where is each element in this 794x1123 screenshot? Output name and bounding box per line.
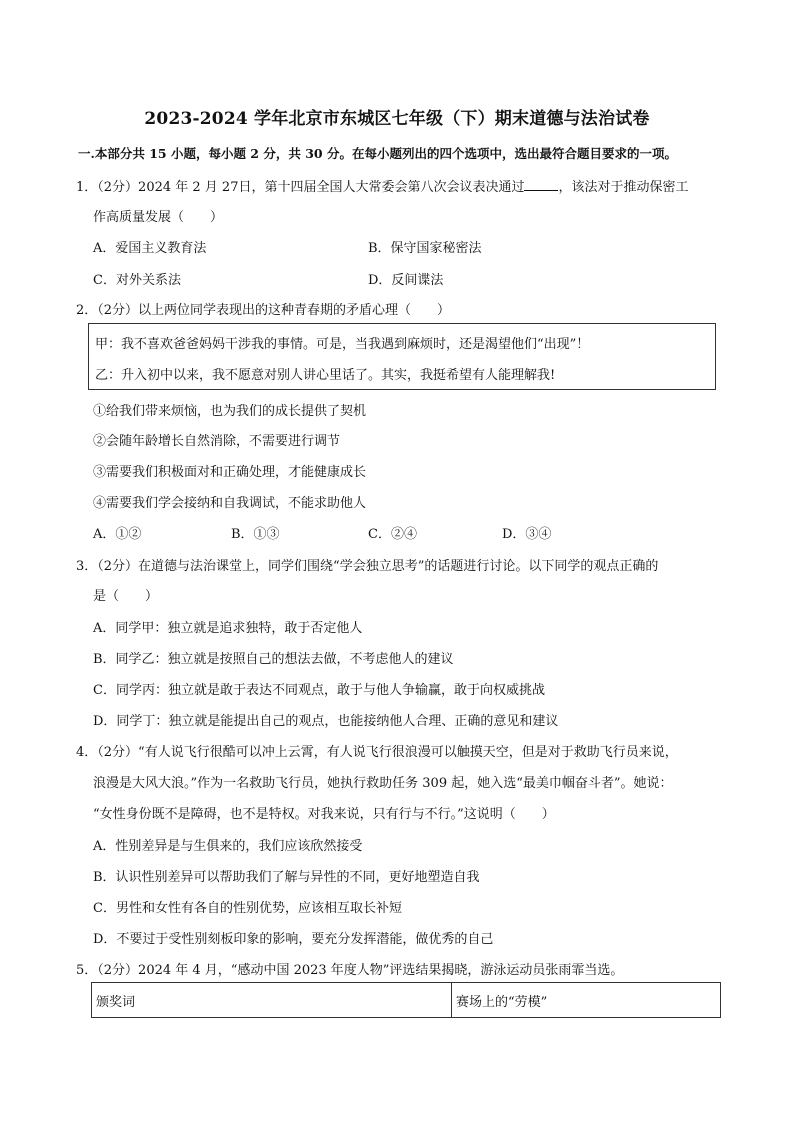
table-row	[92, 983, 721, 1018]
q5-table-header-model-worker: 赛场上的“劳模”	[452, 983, 721, 1018]
q1-option-b: B．保守国家秘密法	[368, 241, 482, 256]
q2-item-1: ①给我们带来烦恼，也为我们的成长提供了契机	[93, 404, 367, 419]
q1-stem-line1	[76, 176, 688, 195]
q3-option-d: D．同学丁：独立就是能提出自己的观点，也能接纳他人合理、正确的意见和建议	[93, 714, 559, 729]
q5-table	[91, 982, 721, 1018]
q2-option-b: B．①③	[231, 527, 280, 542]
q2-stem: 2．（2分）以上两位同学表现出的这种青春期的矛盾心理（ ）	[76, 303, 451, 318]
q3-option-a: A．同学甲：独立就是追求独特，敢于否定他人	[93, 621, 363, 636]
q4-stem-line1: 4．（2分）“有人说飞行很酷可以冲上云霄，有人说飞行很浪漫可以触摸天空，但是对于救助飞行员来说，	[76, 745, 678, 760]
q1-stem-line2: 作高质量发展（ ）	[93, 210, 224, 225]
q2-dialogue-jia: 甲：我不喜欢爸爸妈妈干涉我的事情。可是，当我遇到麻烦时，还是渴望他们“出现”！	[95, 337, 590, 352]
q1-option-d: D．反间谍法	[368, 273, 444, 288]
q2-option-a: A．①②	[93, 527, 142, 542]
q1-answer-blank	[524, 178, 558, 191]
q3-option-b: B．同学乙：独立就是按照自己的想法去做，不考虑他人的建议	[93, 652, 454, 667]
q2-item-2: ②会随年龄增长自然消除，不需要进行调节	[93, 434, 341, 449]
q1-stem-text-cont: ，该法对于推动保密工	[558, 180, 689, 195]
section-header: 一.本部分共 15 小题，每小题 2 分，共 30 分。在每小题列出的四个选项中，选出最符合题目要求的一项。	[78, 146, 677, 161]
q1-stem-text: 1．（2分）2024 年 2 月 27日，第十四届全国人大常委会第八次会议表决通过	[76, 180, 525, 195]
q4-stem-line3: “女性身份既不是障碍，也不是特权。对我来说，只有行与不行。”这说明（ ）	[93, 807, 555, 822]
q4-option-c: C．男性和女性有各自的性别优势，应该相互取长补短	[93, 901, 402, 916]
q2-option-d: D．③④	[502, 527, 552, 542]
q3-option-c: C．同学丙：独立就是敢于表达不同观点，敢于与他人争输赢，敢于向权威挑战	[93, 683, 545, 698]
q4-option-d: D．不要过于受性别刻板印象的影响，要充分发挥潜能，做优秀的自己	[93, 932, 494, 947]
q4-stem-line2: 浪漫是大风大浪。”作为一名救助飞行员，她执行救助任务 309 起，她入选“最美巾帼奋斗者”。她说：	[93, 776, 673, 791]
q5-stem: 5．（2分）2024 年 4 月，“感动中国 2023 年度人物”评选结果揭晓，游泳运动员张雨霏当选。	[76, 963, 624, 978]
q2-dialogue-box	[88, 323, 716, 390]
q4-option-a: A．性别差异是与生俱来的，我们应该欣然接受	[93, 839, 363, 854]
q1-option-c: C．对外关系法	[93, 273, 181, 288]
q5-table-header-award-speech: 颁奖词	[92, 983, 452, 1018]
q2-item-3: ③需要我们积极面对和正确处理，才能健康成长	[93, 465, 367, 480]
q4-option-b: B．认识性别差异可以帮助我们了解与异性的不同，更好地塑造自我	[93, 870, 480, 885]
exam-title: 2023-2024 学年北京市东城区七年级（下）期末道德与法治试卷	[144, 109, 650, 129]
q3-stem-line1: 3．（2分）在道德与法治课堂上，同学们围绕“学会独立思考”的话题进行讨论。以下同学的观点正确的	[76, 559, 659, 574]
q2-option-c: C．②④	[368, 527, 417, 542]
q1-option-a: A．爱国主义教育法	[93, 241, 207, 256]
q3-stem-line2: 是（ ）	[93, 589, 159, 604]
q2-dialogue-yi: 乙：升入初中以来，我不愿意对别人讲心里话了。其实，我挺希望有人能理解我!	[95, 368, 556, 383]
q2-item-4: ④需要我们学会接纳和自我调试，不能求助他人	[93, 496, 367, 511]
